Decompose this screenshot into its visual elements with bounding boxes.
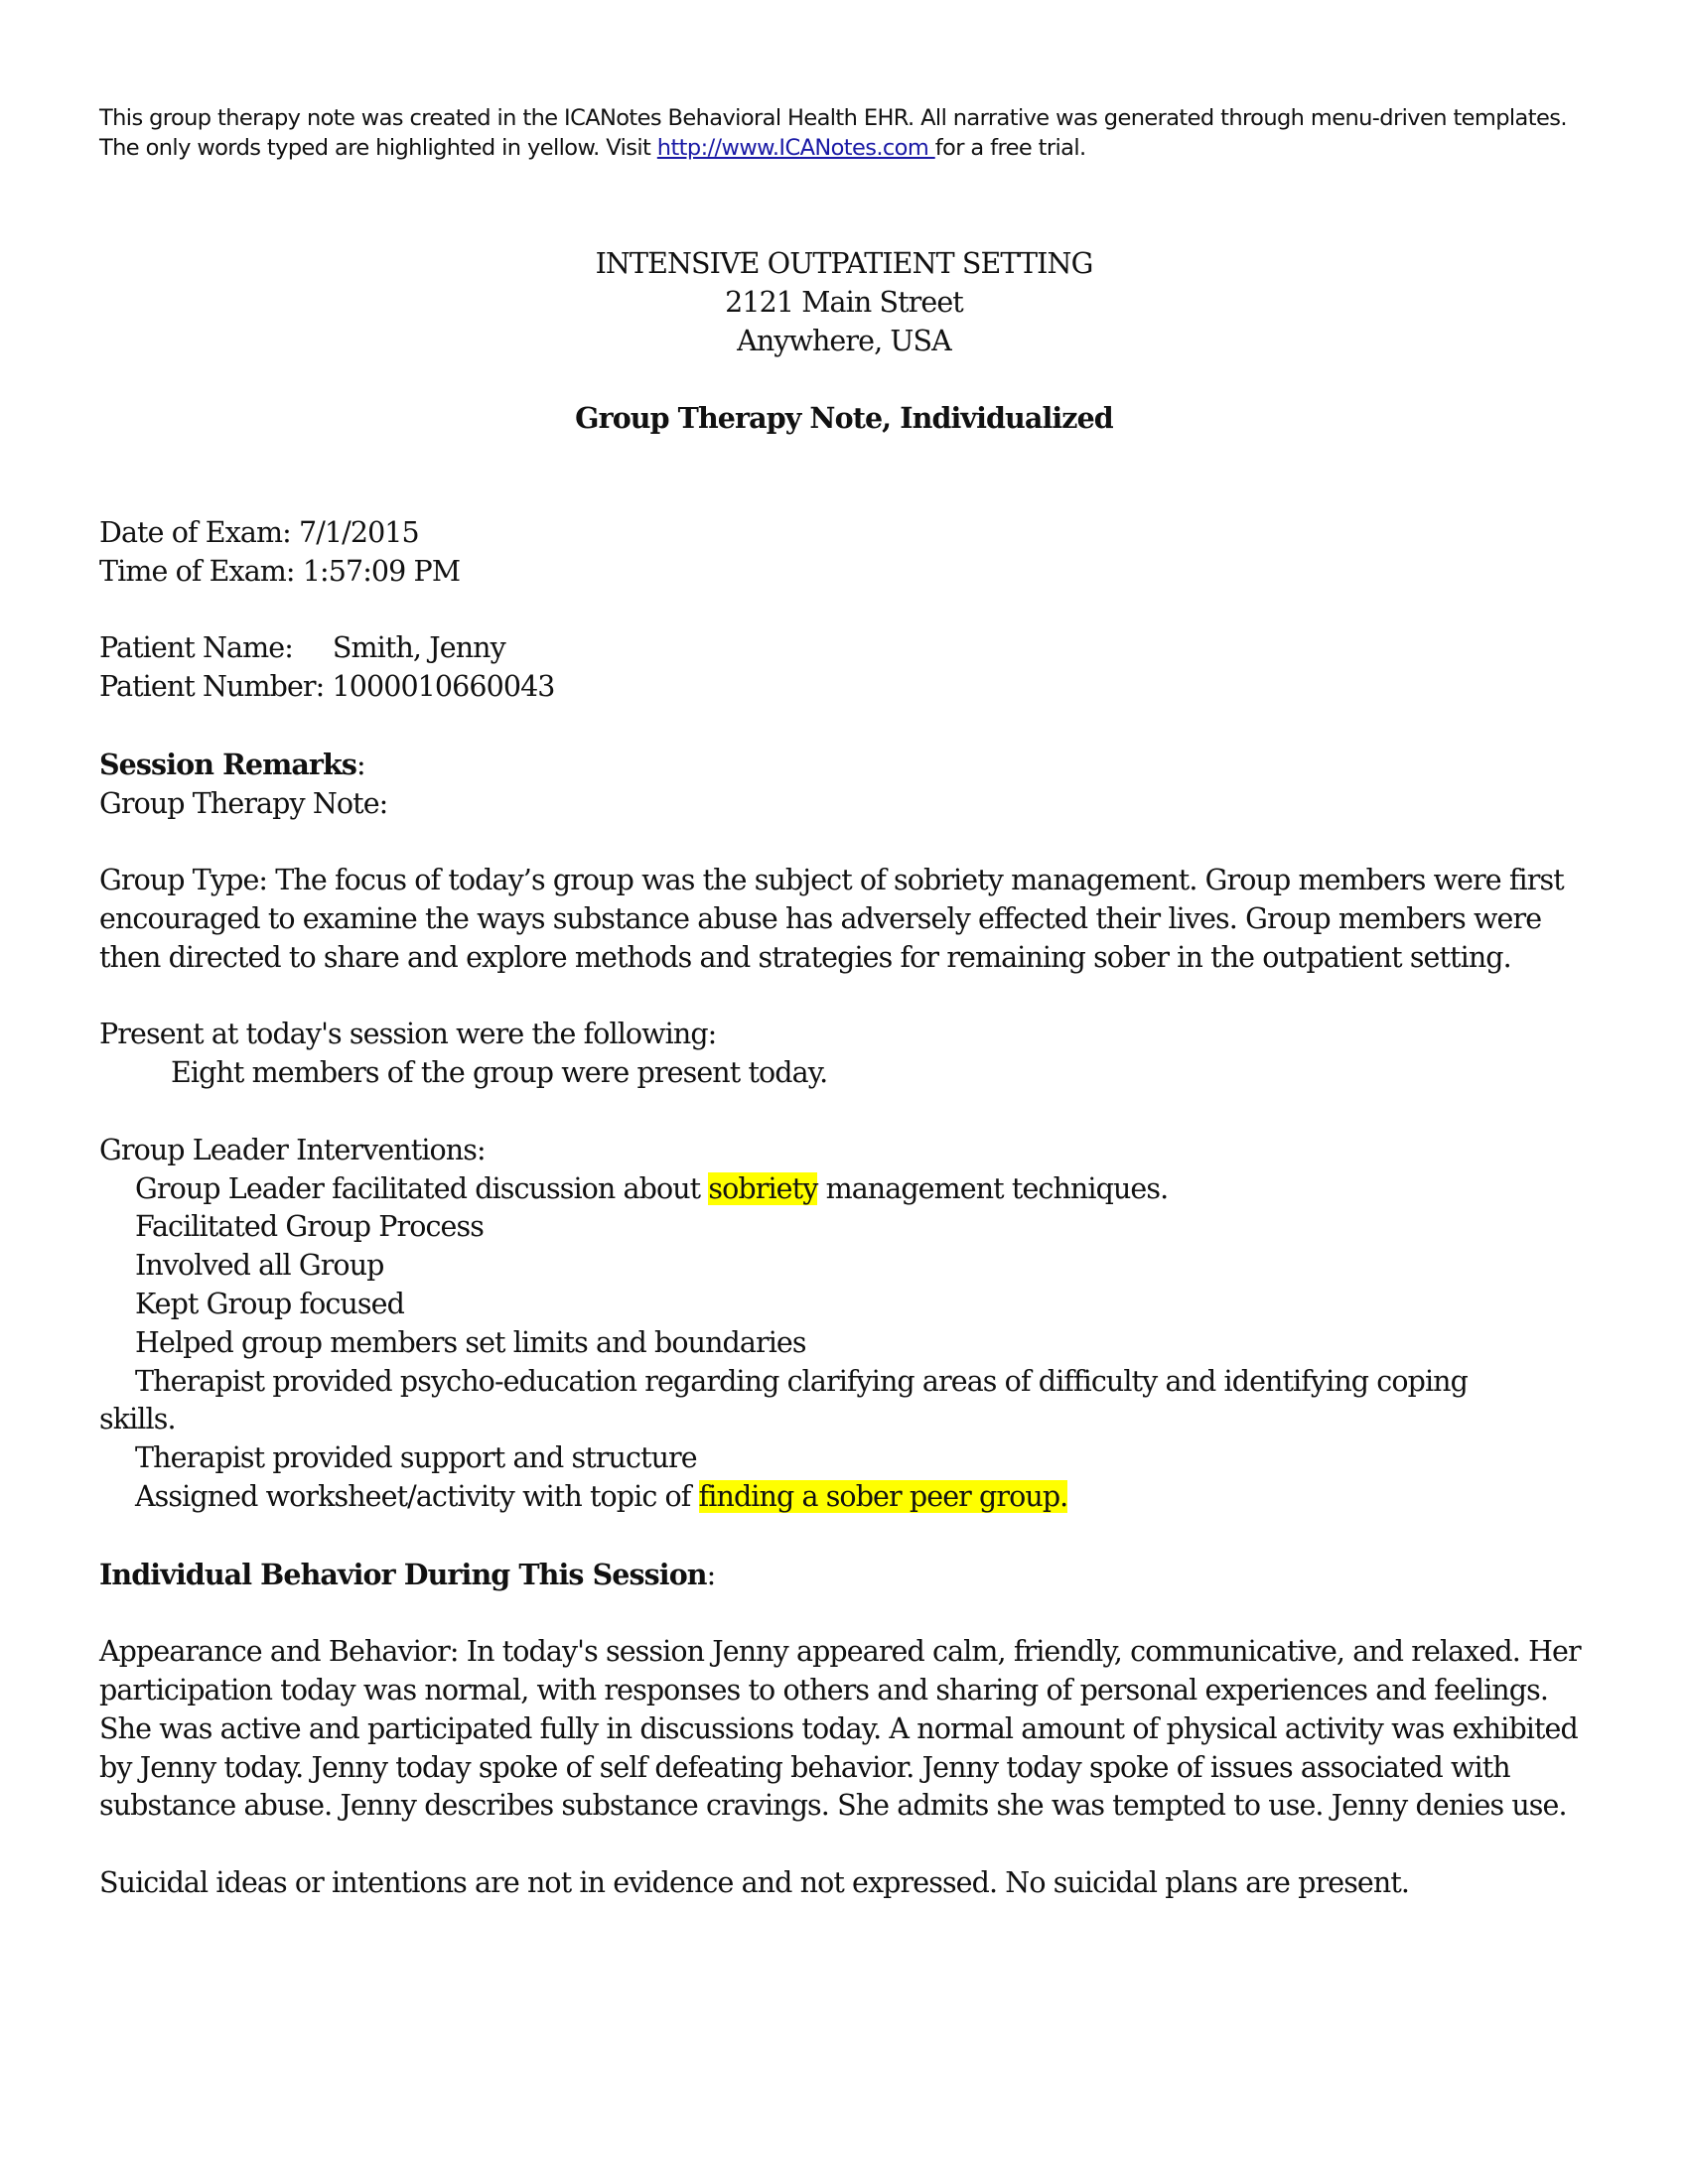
patient-number [99,668,1589,707]
intervention-item [99,1170,1589,1209]
interventions-heading: Group Leader Interventions: [99,1133,486,1166]
intro-disclaimer [99,103,1569,163]
individual-behavior-heading [99,1556,1589,1595]
colon: : [356,748,365,781]
intervention-text: Assigned worksheet/activity with topic of [135,1479,699,1513]
suicidal-assessment: Suicidal ideas or intentions are not in evidence and not expressed. No suicidal plans are present. [99,1865,1410,1899]
intervention-item: Therapist provided psycho-education regarding clarifying areas of difficulty and identifying coping [135,1364,1468,1398]
session-remarks-title: Session Remarks [99,747,357,781]
typed-highlight: sobriety [708,1171,818,1205]
intervention-item: Involved all Group [135,1249,384,1283]
icanotes-link[interactable]: http://www.ICANotes.com [656,135,935,161]
patient-number-value: 1000010660043 [332,670,555,704]
facility-address [0,244,1688,360]
colon: : [706,1558,716,1591]
intervention-text: Group Leader facilitated discussion about [135,1171,709,1205]
facility-name: INTENSIVE OUTPATIENT SETTING [595,247,1093,280]
present-value: Eight members of the group were present today. [171,1056,828,1090]
exam-time [99,553,1589,592]
intervention-item: Therapist provided support and structure [135,1441,697,1475]
session-remarks-heading [99,746,1589,785]
intervention-item: Facilitated Group Process [135,1210,484,1244]
exam-date-value: 7/1/2015 [298,516,419,549]
present-label: Present at today's session were the following: [99,1018,717,1051]
patient-name [99,629,1589,668]
group-type-paragraph: Group Type: The focus of today’s group was the subject of sobriety management. Group members were first encouraged to examine the ways substance abuse has adversely effected their lives. Group members were then directed to share and explore methods and strategies for remaining sober in the outpatient setting. [99,864,1564,974]
exam-time-value: 1:57:09 PM [302,554,461,588]
patient-name-label: Patient Name: [99,631,293,665]
intervention-text: management techniques. [817,1171,1169,1205]
individual-behavior-title: Individual Behavior During This Session [99,1557,707,1591]
intervention-item [99,1478,1589,1517]
intervention-item-continued: skills. [99,1403,176,1436]
exam-date-label: Date of Exam: [99,516,291,549]
patient-name-value: Smith, Jenny [332,631,505,665]
facility-street: 2121 Main Street [725,286,963,319]
note-body [99,514,1589,1903]
patient-number-label: Patient Number: [99,670,325,704]
intervention-item: Kept Group focused [135,1287,404,1320]
group-therapy-note-label: Group Therapy Note: [99,786,388,820]
intro-text-end: for a free trial. [934,135,1086,161]
document-title: Group Therapy Note, Individualized [575,401,1113,435]
intro-text: This group therapy note was created in the ICANotes Behavioral Health EHR. All narrative was generated through menu-driven templates. The only words typed are highlighted in yellow. Visit [99,105,1567,161]
appearance-paragraph: Appearance and Behavior: In today's session Jenny appeared calm, friendly, communicative, and relaxed. Her participation today was normal, with responses to others and sharing of personal experiences and feelings. She was active and participated fully in discussions today. A normal amount of physical activity was exhibited by Jenny today. Jenny today spoke of self defeating behavior. Jenny today spoke of issues associated with substance abuse. Jenny describes substance cravings. She admits she was tempted to use. Jenny denies use. [99,1635,1581,1823]
intervention-item: Helped group members set limits and boundaries [135,1325,806,1359]
typed-highlight: finding a sober peer group. [698,1479,1068,1513]
exam-date [99,514,1589,553]
facility-city: Anywhere, USA [737,325,951,357]
exam-time-label: Time of Exam: [99,554,295,588]
